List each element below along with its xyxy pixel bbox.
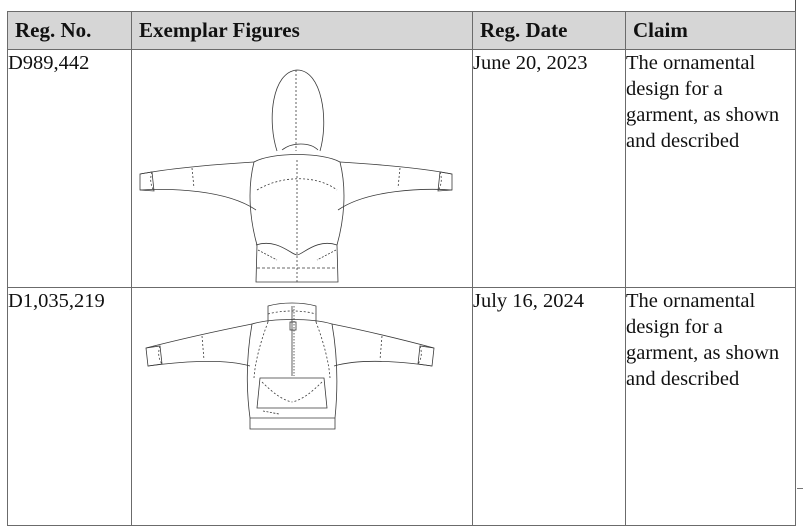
table-row bbox=[8, 50, 796, 288]
reg-no-cell: D989,442 bbox=[8, 50, 132, 288]
header-reg-no: Reg. No. bbox=[8, 12, 132, 50]
header-row bbox=[8, 12, 796, 50]
header-claim: Claim bbox=[626, 12, 796, 50]
header-exemplar-figures: Exemplar Figures bbox=[132, 12, 473, 50]
reg-no-cell: D1,035,219 bbox=[8, 288, 132, 526]
reg-date-cell: July 16, 2024 bbox=[473, 288, 626, 526]
reg-date-cell: June 20, 2023 bbox=[473, 50, 626, 288]
table-row bbox=[8, 288, 796, 526]
figure-cell bbox=[132, 288, 473, 526]
figure-cell bbox=[132, 50, 473, 288]
half-zip-pullover-drawing bbox=[132, 288, 472, 525]
header-reg-date: Reg. Date bbox=[473, 12, 626, 50]
hooded-garment-drawing bbox=[132, 50, 472, 287]
claim-cell: The ornamental design for a garment, as shown and described bbox=[626, 288, 796, 526]
claim-cell: The ornamental design for a garment, as shown and described bbox=[626, 50, 796, 288]
design-registration-table bbox=[7, 11, 796, 526]
page-edge-tick bbox=[797, 488, 803, 489]
